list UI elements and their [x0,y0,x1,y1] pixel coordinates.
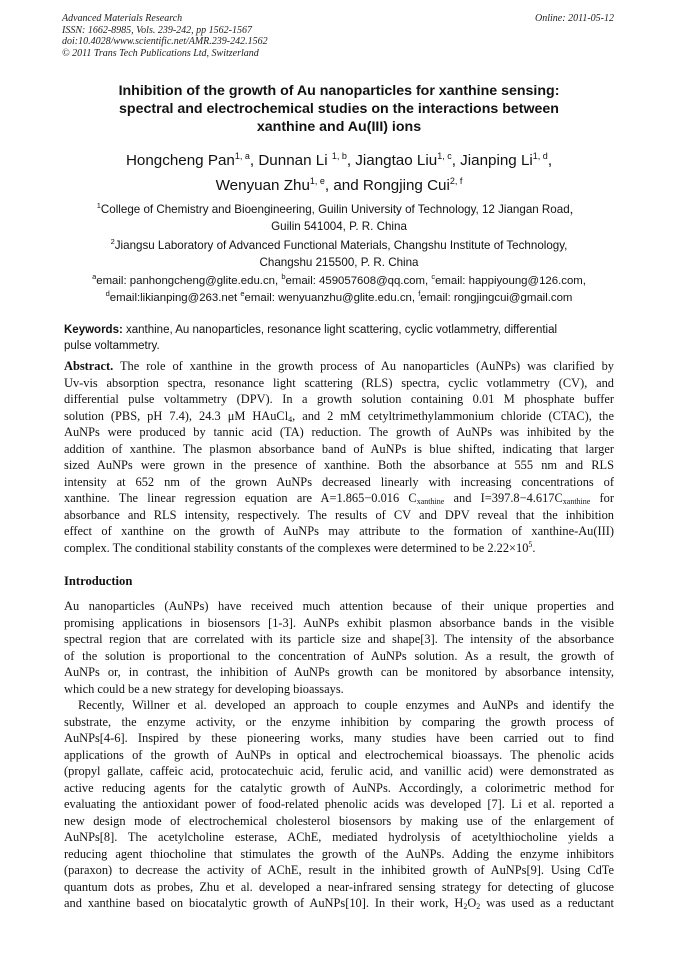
body-text: was used as a reductant [480,896,614,910]
abstract-line: AuNPs were produced by tannic acid (TA) reduction. The growth of AuNPs was inhibited by the [64,425,614,439]
author-separator: , [451,152,461,169]
email-line [50,290,628,307]
email-mark: f [418,289,421,298]
affiliation-2 [50,237,628,271]
author-name: Rongjing Cui [362,177,450,194]
email-text: email: panhongcheng@glite.edu.cn, [96,275,282,287]
subscript: 2 [476,902,481,911]
email-text: email: happiyoung@126.com, [435,275,586,287]
abstract-line: addition of xanthine. The plasmon absorbance band of AuNPs is blue shifted, indicating that larger [64,441,614,456]
body-text: O [467,896,477,910]
author-name: Jiangtao Liu [355,152,438,169]
title-line: xanthine and Au(III) ions [256,119,422,135]
author-affil-mark: 1, b [331,151,347,161]
affiliation-1 [50,201,628,235]
keywords-text: xanthine, Au nanoparticles, resonance light scattering, cyclic votlammetry, differential [122,324,558,336]
affiliation-text: College of Chemistry and Bioengineering, Guilin University of Technology, 12 Jiangan Road， [100,203,582,216]
paper-title [70,82,608,136]
superscript: 5 [528,539,533,549]
abstract-line [64,358,614,375]
journal-name: Advanced Materials Research [62,13,183,24]
author-separator: , [249,152,259,169]
email-text: email: wenyuanzhu@glite.edu.cn, [244,292,419,304]
body-line: substrate, the enzyme activity, or the enzyme inhibition by comparing the growth process of [64,714,614,729]
abstract-line [64,490,614,507]
keywords-label: Keywords: [64,324,123,336]
email-text: email:likianping@263.net [109,292,241,304]
body-line: quantum dots as probes, Zhu et al. developed a near-infrared sensing strategy for detecting of glucose [64,879,614,894]
keywords-line [64,322,616,338]
subscript: 4 [288,414,293,424]
author-affil-mark: 1, d [532,151,548,161]
body-line: promising applications in biosensors [1-3]. AuNPs exhibit plasmon absorbance bands in the visible [64,615,614,630]
abstract-section [64,358,614,556]
author-name: Wenyuan Zhu [215,177,310,194]
email-mark: e [240,289,245,298]
body-line: new design mode of electrochemical cholesterol biosensors by making use of the enlargement of [64,813,614,828]
body-line: which could be a new strategy for developing bioassays. [64,681,344,696]
abstract-line: effect of xanthine on the growth of AuNPs may attribute to the formation of xanthine-Au(III) [64,524,614,538]
section-heading-introduction: Introduction [64,574,133,588]
abstract-line [64,540,614,557]
author-separator: , [346,152,356,169]
abstract-text: The role of xanthine in the growth process of Au nanoparticles (AuNPs) was clarified by [113,359,614,373]
subscript: xanthine [562,497,591,506]
abstract-line: intensity at 652 nm of the grown AuNPs decreased linearly with increasing concentrations of [64,474,614,489]
affiliation-line [50,237,628,254]
introduction-section [64,598,614,912]
body-line: AuNPs[8]. The acetylcholine esterase, AChE, mediated hydrolysis of acetylthiocholine yields a [64,830,614,844]
body-line: Recently, Willner et al. developed an approach to couple enzymes and AuNPs and identify the [78,698,614,712]
abstract-line: differential pulse voltammetry (DPV). In a growth solution containing 0.01 M phosphate buffer [64,392,614,406]
author-name: Jianping Li [460,152,533,169]
abstract-text: complex. The conditional stability constants of the complexes were determined to be 2.22×10 [64,540,529,555]
copyright-line: © 2011 Trans Tech Publications Ltd, Switzerland [62,47,259,59]
affiliation-line: Guilin 541004, P. R. China [271,220,407,233]
affiliation-text: Jiangsu Laboratory of Advanced Functional Materials, Changshu Institute of Technology, [114,239,568,252]
body-text: and xanthine based on biocatalytic growth of AuNPs[10]. In their work, H [64,896,464,910]
abstract-label: Abstract. [64,359,114,373]
subscript: xanthine [416,497,445,506]
abstract-line: absorbance and RLS intensity, respectively. The results of CV and DPV reveal that the inhibition [64,507,614,522]
author-name: Hongcheng Pan [125,152,235,169]
abstract-text: and I=397.8−4.617C [444,491,563,505]
keywords-section [64,322,616,354]
author-affil-mark: 1, e [309,176,325,186]
abstract-text: , and 2 mM cetyltrimethylammonium chloride (CTAC), the [292,408,614,423]
email-text: email: rongjingcui@gmail.com [420,292,573,304]
body-line: of the solution is proportional to the concentration of AuNPs solution. As a result, the growth of [64,648,614,663]
affiliation-line: Changshu 215500, P. R. China [259,256,419,269]
author-line [60,173,618,198]
issn-line: ISSN: 1662-8985, Vols. 239-242, pp 1562-1567 [62,24,252,36]
journal-header [62,13,268,59]
abstract-text: . [532,540,536,555]
abstract-text: solution (PBS, pH 7.4), 24.3 μM HAuCl [64,408,289,423]
online-date: Online: 2011-05-12 [535,13,614,24]
author-line [60,148,618,173]
abstract-text: xanthine. The linear regression equation are A=1.865−0.016 C [64,491,417,505]
author-list [60,148,618,198]
author-separator: , [547,152,553,169]
body-line [64,895,614,912]
title-line: Inhibition of the growth of Au nanoparticles for xanthine sensing: [118,83,560,99]
abstract-line [64,408,614,425]
body-line: (paraxon) to decrease the activity of AChE, result in the inhibited growth of AuNPs[9]. Using CdTe [64,863,614,877]
email-line [50,273,628,290]
keywords-line: pulse voltammetry. [64,340,160,352]
body-line: evaluating the antioxidant power of food-related phenolic acids was developed [7]. Li et al. reported a [64,797,614,811]
body-line: AuNPs or, in contrast, the inhibition of AuNPs growth can be monitored by absorbance intensity, [64,665,614,679]
body-line: applications of the growth of AuNPs in optical and electrochemical bioassays. The phenolic acids [64,747,614,762]
title-line: spectral and electrochemical studies on the interactions between [119,101,559,117]
body-line: active reducing agents for the catalytic growth of AuNPs. Accordingly, a colorimetric method for [64,780,614,795]
email-text: email: 459057608@qq.com, [285,275,432,287]
subscript: 2 [463,902,468,911]
affiliation-mark: 2 [110,237,115,246]
author-affil-mark: 1, c [437,151,452,161]
body-line: spectral region that are correlated with its particle size and shape[3]. The intensity of the absorbance [64,632,614,646]
author-affil-mark: 1, a [234,151,250,161]
body-line: reducing agent thiocholine that stimulates the growth of the AuNPs. Adding the enzyme inhibitors [64,846,614,861]
doi-line: doi:10.4028/www.scientific.net/AMR.239-242.1562 [62,36,268,47]
abstract-text: for [590,491,614,505]
email-mark: b [281,272,286,281]
affiliation-line [50,201,628,218]
author-affil-mark: 2, f [449,176,463,186]
email-mark: c [431,272,436,281]
author-separator: , and [324,177,363,194]
author-emails [50,273,628,307]
body-line: AuNPs[4-6]. Inspired by these pioneering works, many studies have been carried out to find [64,731,614,745]
affiliation-mark: 1 [96,201,101,210]
abstract-line: sized AuNPs were grown in the presence of xanthine. Both the absorbance at 555 nm and RLS [64,458,614,472]
body-line: Au nanoparticles (AuNPs) have received much attention because of their unique properties and [64,599,614,613]
email-mark: a [92,272,97,281]
body-line: (propyl gallate, caffeic acid, protocatechuic acid, ferulic acid, and vanillic acid) were demonstrated as [64,764,614,778]
email-mark: d [105,289,110,298]
abstract-line: Uv-vis absorption spectra, resonance light scattering (RLS) spectra, cyclic votlammetry (CV), and [64,375,614,390]
author-name: Dunnan Li [258,152,332,169]
